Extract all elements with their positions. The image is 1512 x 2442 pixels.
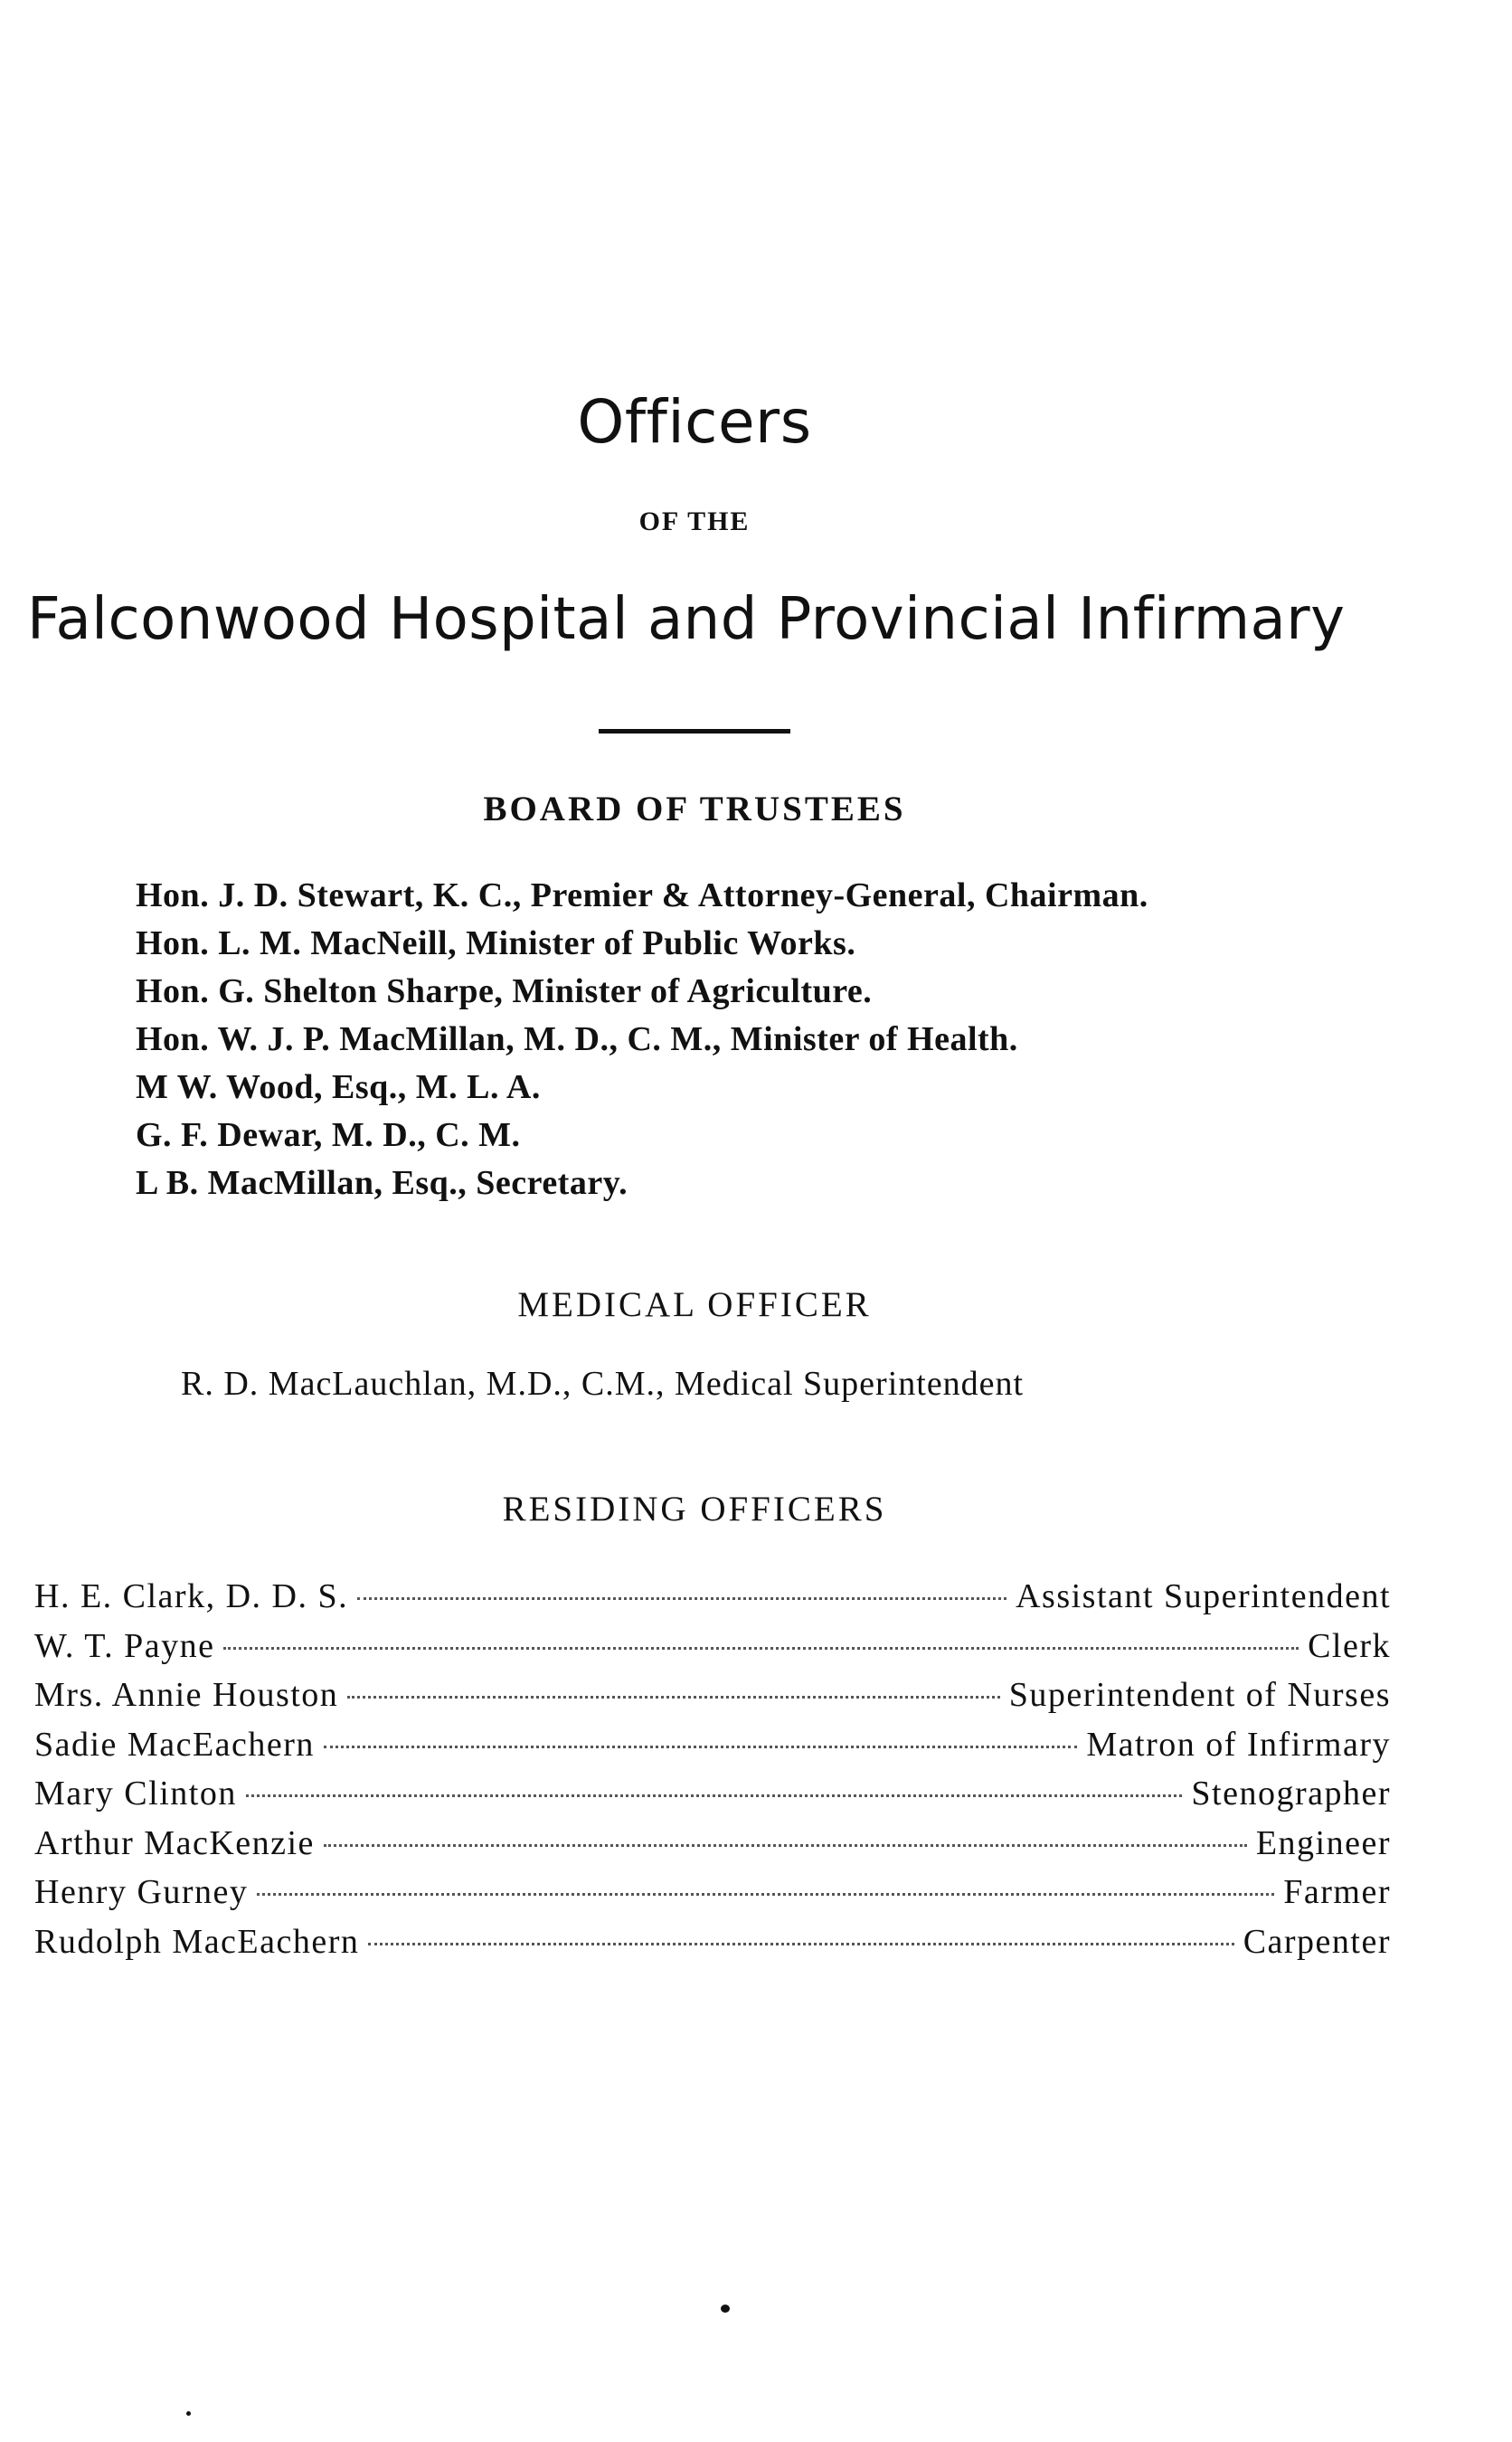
officer-name: W. T. Payne [34, 1626, 215, 1665]
dot-leader [223, 1647, 1299, 1650]
board-of-trustees-heading: BOARD OF TRUSTEES [483, 790, 906, 828]
trustee-item: L B. MacMillan, Esq., Secretary. [136, 1164, 628, 1202]
officer-role: Carpenter [1243, 1922, 1391, 1961]
residing-officers-heading: RESIDING OFFICERS [502, 1490, 887, 1529]
officer-name: Rudolph MacEachern [34, 1922, 360, 1961]
dot-leader [257, 1893, 1274, 1896]
trustee-item: Hon. J. D. Stewart, K. C., Premier & Attorney-General, Chairman. [136, 876, 1148, 914]
trustee-item: M W. Wood, Esq., M. L. A. [136, 1068, 541, 1106]
trustee-item: Hon. L. M. MacNeill, Minister of Public Works. [136, 924, 856, 962]
residing-officer-row [34, 1572, 1391, 1622]
officer-name: Arthur MacKenzie [34, 1823, 315, 1862]
residing-officers-list [34, 1572, 1391, 1966]
trustee-item: Hon. G. Shelton Sharpe, Minister of Agriculture. [136, 972, 873, 1010]
officer-role: Stenographer [1191, 1775, 1391, 1813]
residing-officer-row [34, 1622, 1391, 1671]
officer-name: Mrs. Annie Houston [34, 1676, 339, 1714]
trustees-list [136, 872, 1148, 1207]
officer-role: Engineer [1255, 1823, 1391, 1862]
dot-leader [324, 1844, 1247, 1847]
officer-name: H. E. Clark, D. D. S. [34, 1577, 349, 1615]
trustee-item: Hon. W. J. P. MacMillan, M. D., C. M., Minister of Health. [136, 1020, 1018, 1058]
medical-officer-heading: MEDICAL OFFICER [517, 1285, 872, 1324]
dot-leader [324, 1746, 1077, 1748]
residing-officer-row [34, 1819, 1391, 1869]
officer-name: Sadie MacEachern [34, 1725, 315, 1764]
dot-leader [246, 1794, 1183, 1797]
residing-officer-row [34, 1917, 1391, 1967]
ink-speck [721, 2305, 730, 2313]
officer-role: Clerk [1308, 1626, 1391, 1665]
residing-officer-row [34, 1671, 1391, 1720]
officer-role: Matron of Infirmary [1086, 1725, 1391, 1764]
institution-name: Falconwood Hospital and Provincial Infirmary [27, 586, 1346, 653]
ink-speck [186, 2411, 191, 2416]
page-subtitle: OF THE [638, 506, 751, 536]
officer-role: Superintendent of Nurses [1008, 1676, 1391, 1714]
trustee-item: G. F. Dewar, M. D., C. M. [136, 1116, 521, 1154]
residing-officer-row [34, 1868, 1391, 1917]
dot-leader [368, 1943, 1233, 1945]
officer-role: Assistant Superintendent [1016, 1577, 1391, 1615]
divider-rule [599, 729, 790, 734]
residing-officer-row [34, 1769, 1391, 1819]
residing-officer-row [34, 1720, 1391, 1770]
dot-leader [357, 1597, 1006, 1600]
medical-officer-entry: R. D. MacLauchlan, M.D., C.M., Medical Superintendent [181, 1365, 1025, 1403]
officer-name: Mary Clinton [34, 1775, 237, 1813]
officer-name: Henry Gurney [34, 1873, 249, 1911]
officer-role: Farmer [1283, 1873, 1391, 1911]
page-title: Officers [577, 387, 812, 457]
dot-leader [347, 1696, 999, 1699]
